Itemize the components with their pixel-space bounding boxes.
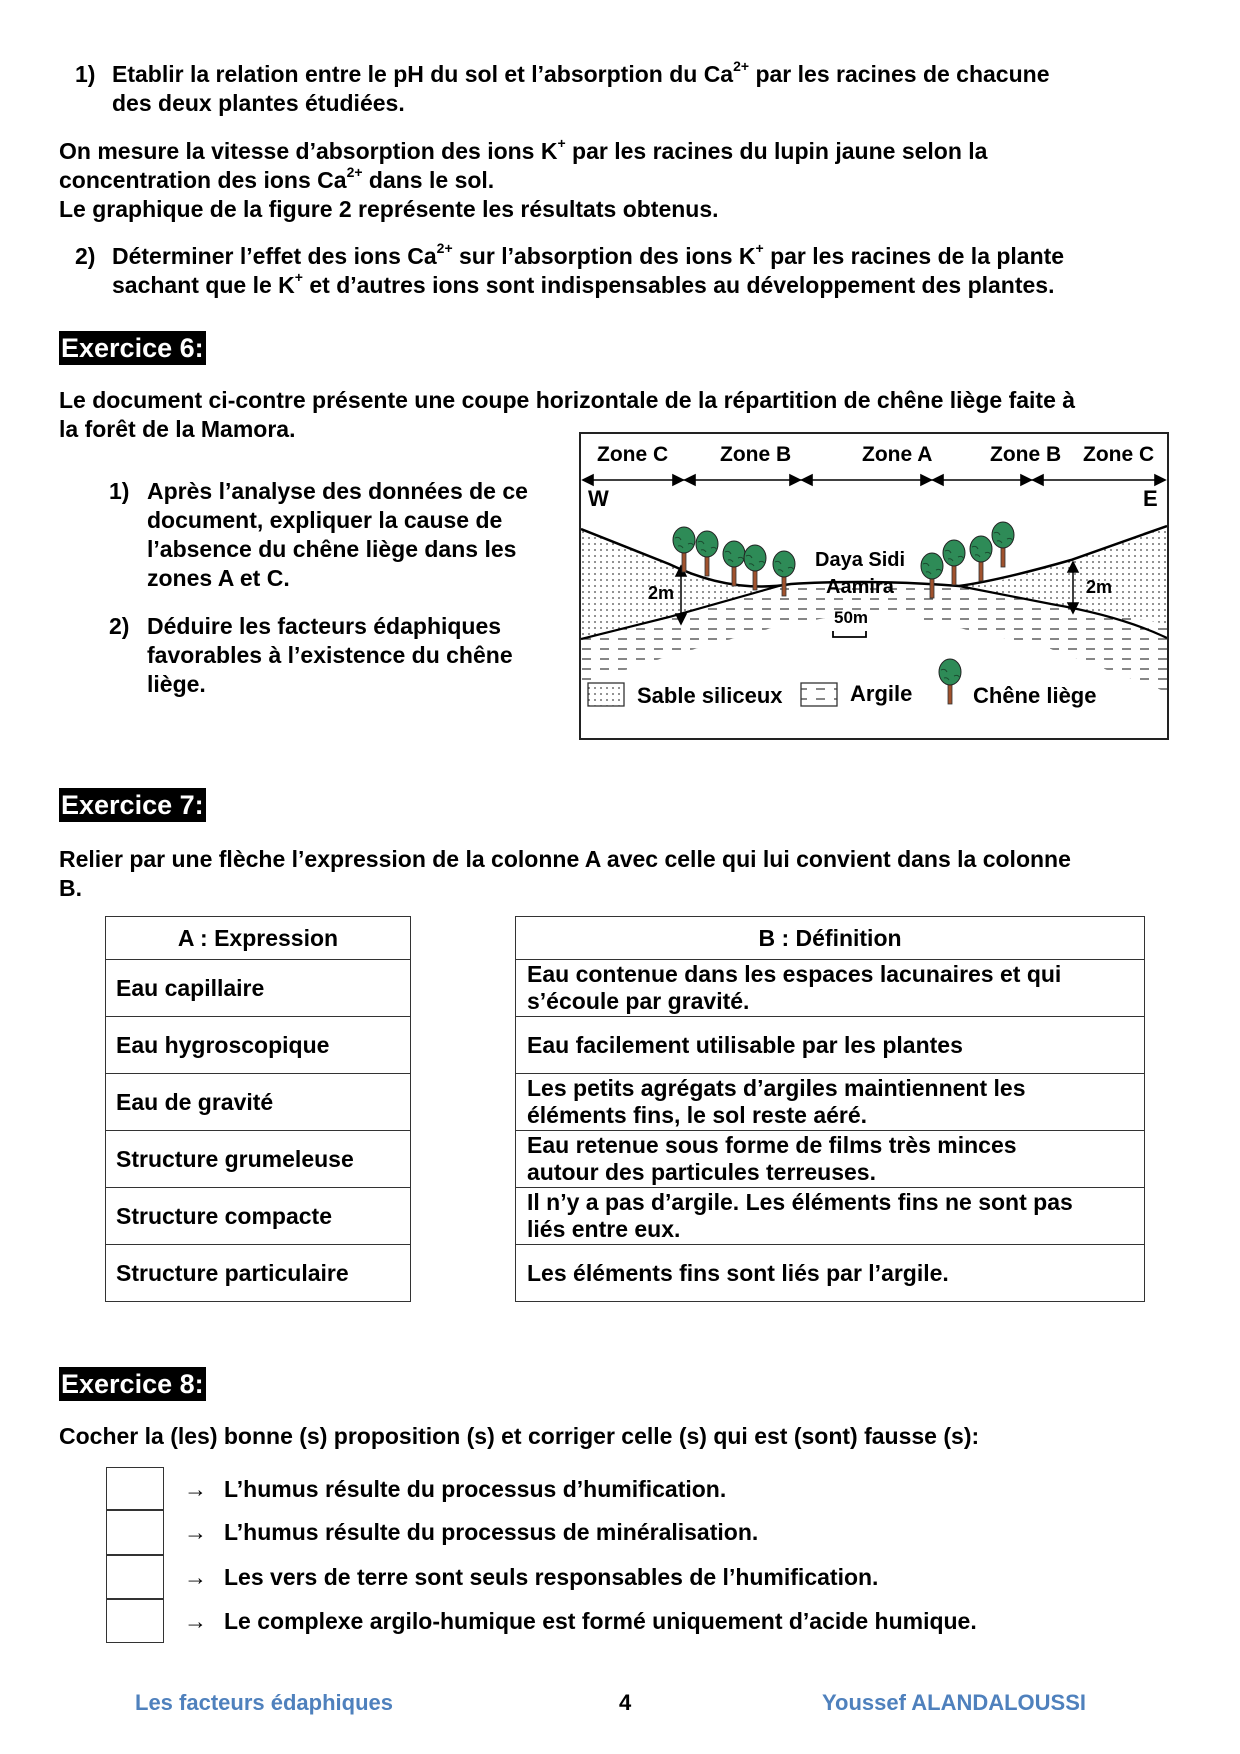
checkbox-2[interactable] [106,1510,164,1555]
daya-label-line1: Daya Sidi [815,549,906,571]
cork-oak-tree-icon [696,531,718,576]
exercise-6-question-2: 2) Déduire les facteurs édaphiques favorables à l’existence du chêne liège. [109,613,513,697]
column-a-header: A : Expression [106,917,411,960]
exercise-6-question-1: 1) Après l’analyse des données de ce document, expliquer la cause de l’absence du chêne liège dans les zones A et C. [109,478,528,591]
scale-label: 50m [834,608,869,627]
definition-cell: Eau contenue dans les espaces lacunaires et qui s’écoule par gravité. [516,960,1145,1017]
cork-oak-tree-icon [673,527,695,572]
exercise-6-intro: Le document ci-contre présente une coupe horizontale de la répartition de chêne liège faite à la forêt de la Mamora. [59,387,1076,442]
footer-course-title: Les facteurs édaphiques [135,1690,393,1715]
legend-tree-label: Chêne liège [973,683,1097,708]
expression-cell: Eau de gravité [106,1074,411,1131]
column-a-expression-table [105,916,411,1302]
expression-cell: Eau hygroscopique [106,1017,411,1074]
question-1-ph: 1) Etablir la relation entre le pH du sol et l’absorption du $Ca^{2+}$ par les racines de chacune des deux plantes étudiées. [75,58,1050,116]
cork-oak-tree-icon [943,540,965,585]
arrow-right-icon: → [184,1519,207,1545]
zone-c-west-label: Zone C [597,443,669,466]
legend-sand-label: Sable siliceux [637,683,783,708]
exercise-7-intro: Relier par une flèche l’expression de la colonne A avec celle qui lui convient dans la colonne B. [59,846,1071,901]
zone-b-east-label: Zone B [990,443,1062,466]
definition-cell: Les éléments fins sont liés par l’argile. [516,1245,1145,1302]
expression-cell: Structure grumeleuse [106,1131,411,1188]
zone-b-west-label: Zone B [720,443,792,466]
east-label: E [1143,486,1158,511]
footer-author: Youssef ALANDALOUSSI [822,1690,1087,1715]
exercise-8-intro: Cocher la (les) bonne (s) proposition (s) et corriger celle (s) qui est (sont) fausse (s): [59,1423,980,1449]
arrow-right-icon: → [184,1564,207,1590]
depth-right-label: 2m [1086,577,1113,597]
checkbox-1[interactable] [106,1467,164,1510]
column-b-definition-table [515,916,1145,1302]
column-b-header: B : Définition [516,917,1145,960]
arrow-right-icon: → [184,1476,207,1502]
exercise-7-title: Exercice 7: [61,790,204,820]
cork-oak-tree-icon [744,545,766,590]
legend-clay-label: Argile [850,681,913,706]
daya-label-line2: Aamira [826,576,894,598]
definition-cell: Eau facilement utilisable par les plantes [516,1017,1145,1074]
cork-oak-tree-icon [992,522,1014,567]
expression-cell: Eau capillaire [106,960,411,1017]
checkbox-4[interactable] [106,1599,164,1643]
definition-cell: Il n’y a pas d’argile. Les éléments fins ne sont pas liés entre eux. [516,1188,1145,1245]
cork-oak-cross-section-diagram [579,432,1169,740]
question-2-calcium: 2) Déterminer l’effet des ions $Ca^{2+}$ sur l’absorption des ions K+ par les racines de la plante sachant que le K+ et d’autres ions sont indispensables au développement des plantes. [75,240,1065,298]
legend-tree-icon [939,659,961,704]
definition-cell: Eau retenue sous forme de films très minces autour des particules terreuses. [516,1131,1145,1188]
west-label: W [588,486,609,511]
expression-cell: Structure compacte [106,1188,411,1245]
footer-page-number: 4 [619,1690,632,1715]
definition-cell: Les petits agrégats d’argiles maintiennent les éléments fins, le sol reste aéré. [516,1074,1145,1131]
k-absorption-paragraph: On mesure la vitesse d’absorption des ions K+ par les racines du lupin jaune selon la concentration des ions $Ca^{2+}$ dans le sol. Le graphique de la figure 2 représente les résultats obtenus. [59,135,988,222]
proposition-2: → L’humus résulte du processus de minéralisation. [184,1519,759,1545]
zone-a-label: Zone A [862,443,933,466]
arrow-right-icon: → [184,1608,207,1634]
proposition-4: → Le complexe argilo-humique est formé uniquement d’acide humique. [184,1608,977,1634]
exercise-6-title: Exercice 6: [61,333,204,363]
proposition-1: → L’humus résulte du processus d’humification. [184,1476,727,1502]
expression-cell: Structure particulaire [106,1245,411,1302]
proposition-3: → Les vers de terre sont seuls responsables de l’humification. [184,1564,879,1590]
depth-left-label: 2m [648,583,675,603]
checkbox-3[interactable] [106,1555,164,1599]
cork-oak-tree-icon [723,541,745,586]
cork-oak-tree-icon [970,536,992,581]
zone-c-east-label: Zone C [1083,443,1155,466]
exercise-8-title: Exercice 8: [61,1369,204,1399]
